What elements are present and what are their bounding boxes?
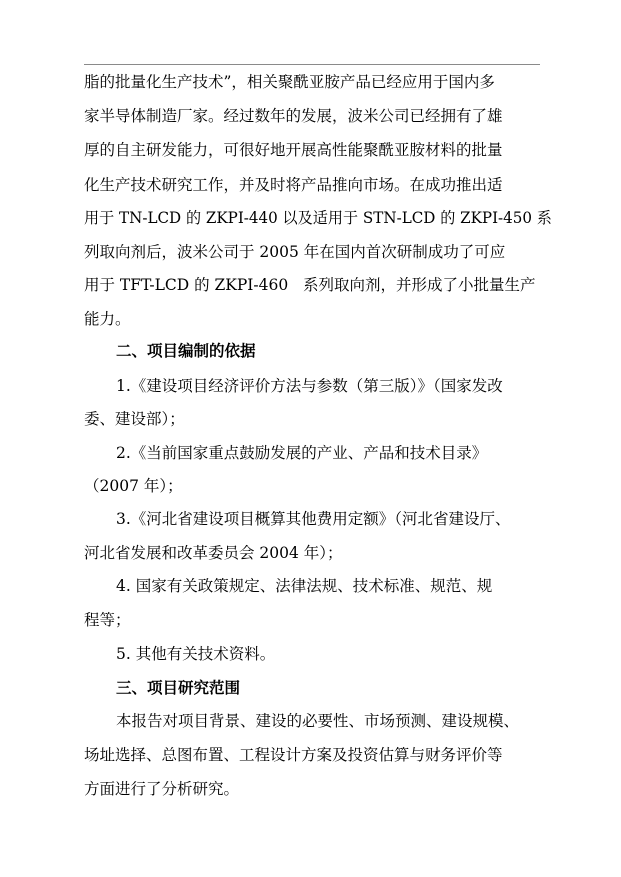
list-item-4: 4. 国家有关政策规定、法律法规、技术标准、规范、规: [116, 577, 493, 595]
list-item-4-cont: 程等；: [84, 611, 131, 629]
list-item-3-cont: 河北省发展和改革委员会 2004 年）；: [84, 544, 343, 562]
body-line-5: 用于 TN-LCD 的 ZKPI-440 以及适用于 STN-LCD 的 ZKPI-450 系: [84, 209, 552, 227]
header-rule: [84, 64, 540, 65]
body-line-2: 家半导体制造厂家。经过数年的发展，波米公司已经拥有了雄: [84, 107, 503, 125]
body-line-4: 化生产技术研究工作，并及时将产品推向市场。在成功推出适: [84, 176, 503, 194]
section-heading-scope: 三、项目研究范围: [116, 678, 241, 697]
list-item-2-cont: （2007 年）；: [84, 477, 183, 495]
section-heading-basis: 二、项目编制的依据: [116, 341, 256, 360]
scope-line-2: 场址选择、总图布置、工程设计方案及投资估算与财务评价等: [84, 746, 503, 764]
list-item-1-cont: 委、建设部）；: [84, 410, 185, 428]
body-line-7: 用于 TFT-LCD 的 ZKPI-460 系列取向剂，并形成了小批量生产: [84, 276, 536, 294]
list-item-1: 1.《建设项目经济评价方法与参数（第三版）》（国家发改: [116, 377, 503, 395]
list-item-2: 2.《当前国家重点鼓励发展的产业、产品和技术目录》: [116, 444, 488, 462]
list-item-3: 3.《河北省建设项目概算其他费用定额》（河北省建设厅、: [116, 510, 511, 528]
body-line-3: 厚的自主研发能力，可很好地开展高性能聚酰亚胺材料的批量: [84, 141, 503, 159]
scope-line-1: 本报告对项目背景、建设的必要性、市场预测、建设规模、: [116, 712, 520, 730]
body-line-6: 列取向剂后，波米公司于 2005 年在国内首次研制成功了可应: [84, 243, 506, 261]
scope-line-3: 方面进行了分析研究。: [84, 780, 240, 798]
body-line-1: 脂的批量化生产技术”，相关聚酰亚胺产品已经应用于国内多: [84, 73, 495, 91]
body-line-8: 能力。: [84, 310, 131, 328]
list-item-5: 5. 其他有关技术资料。: [116, 645, 276, 663]
